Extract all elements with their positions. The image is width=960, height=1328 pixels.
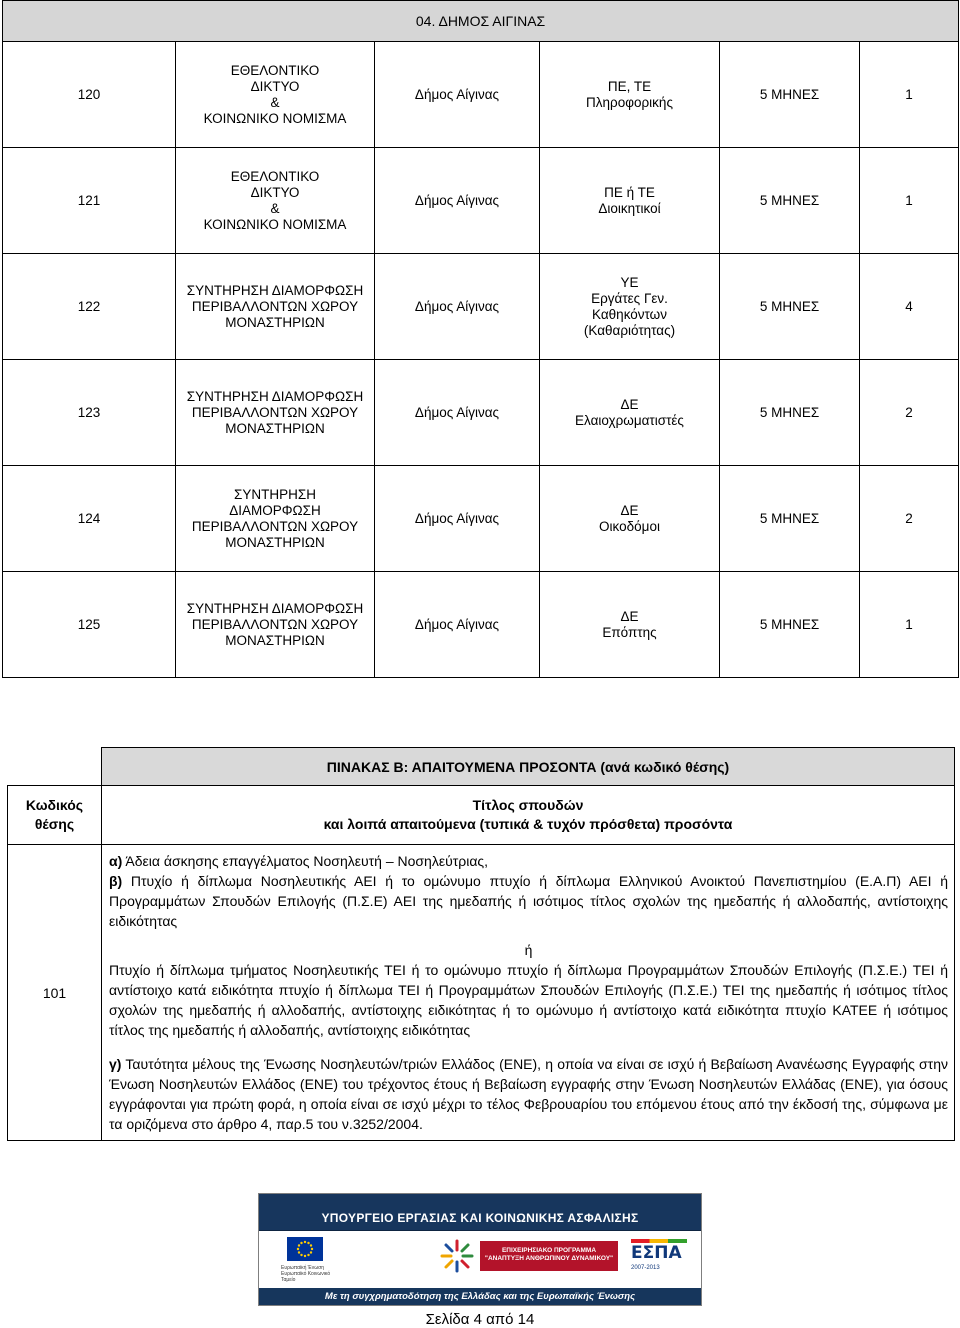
duration: 5 ΜΗΝΕΣ [720,148,860,254]
specialty: ΠΕ ή ΤΕ Διοικητικοί [540,148,720,254]
positions-count: 4 [860,254,959,360]
ministry-name: ΥΠΟΥΡΓΕΙΟ ΕΡΓΑΣΙΑΣ ΚΑΙ ΚΟΙΝΩΝΙΚΗΣ ΑΣΦΑΛΙΣΗΣ [321,1211,639,1225]
program-name: ΣΥΝΤΗΡΗΣΗ ΔΙΑΜΟΡΦΩΣΗ ΠΕΡΙΒΑΛΛΟΝΤΩΝ ΧΩΡΟΥ ΜΟΝΑΣΤΗΡΙΩΝ [176,254,375,360]
espa-logo [627,1237,693,1281]
position-code: 123 [3,360,176,466]
position-code: 121 [3,148,176,254]
positions-count: 2 [860,360,959,466]
requirement-b: β) Πτυχίο ή δίπλωμα Νοσηλευτικής ΑΕΙ ή το ομώνυμο πτυχίο ή δίπλωμα Ελληνικού Ανοικτού Πανεπιστημίου (Ε.Α.Π) ΑΕΙ ή Προγραμμάτων Σπουδών Επιλογής (Π.Σ.Ε) ΑΕΙ της ημεδαπής ή ισότιμος τίτλος σχολών της ημεδαπής ή αλλοδαπής, αντίστοιχης ειδικότητας [109,873,948,929]
funding-banner [258,1193,702,1306]
body-name: Δήμος Αίγινας [375,254,540,360]
requirement-c: γ) Ταυτότητα μέλους της Ένωσης Νοσηλευτών/τριών Ελλάδος (ΕΝΕ), η οποία να είναι σε ισχύ ή Βεβαίωση Ανανέωσης Εγγραφής στην Ένωση Νοσηλευτών Ελλάδος (ΕΝΕ) του τρέχοντος έτους ή Βεβαίωση εγγραφής στην Ένωση Νοσηλευτών Ελλάδας (ΕΝΕ), για όσους εγγράφονται για πρώτη φορά, η οποία είναι σε ισχύ μέχρι το τέλος Φεβρουαρίου του επόμενου έτους από την έκδοσή της, σύμφωνα με τα οριζόμενα στο άρθρο 4, παρ.5 του ν.3252/2004. [109,1056,948,1132]
position-code: 120 [3,42,176,148]
duration: 5 ΜΗΝΕΣ [720,572,860,678]
requirements-text [102,845,955,1141]
page-number: Σελίδα 4 από 14 [425,1311,535,1328]
espa-word: ΕΣΠΑ [631,1243,682,1263]
espa-years: 2007-2013 [631,1265,660,1271]
requirement-or: ή [524,942,533,958]
program-name: ΕΘΕΛΟΝΤΙΚΟ ΔΙΚΤΥΟ & ΚΟΙΝΩΝΙΚΟ ΝΟΜΙΣΜΑ [176,148,375,254]
body-name: Δήμος Αίγινας [375,466,540,572]
position-code: 101 [8,845,102,1141]
qualifications-column-headers [8,786,955,845]
qualifications-title: ΠΙΝΑΚΑΣ Β: ΑΠΑΙΤΟΥΜΕΝΑ ΠΡΟΣΟΝΤΑ (ανά κωδικό θέσης) [102,748,955,786]
positions-count: 2 [860,466,959,572]
position-code: 125 [3,572,176,678]
body-name: Δήμος Αίγινας [375,572,540,678]
qualifications-table [7,747,955,1141]
banner-logos [259,1231,701,1288]
qualifications-title-row [8,748,955,786]
table-row [3,42,959,148]
column-header-title: Τίτλος σπουδών και λοιπά απαιτούμενα (τυπικά & τυχόν πρόσθετα) προσόντα [102,786,955,845]
requirement-b-alternative: Πτυχίο ή δίπλωμα τμήματος Νοσηλευτικής ΤΕΙ ή το ομώνυμο πτυχίο ή δίπλωμα Προγραμμάτων Σπουδών Επιλογής (Π.Σ.Ε.) ΤΕΙ ή αντίστοιχο κατά ειδικότητα πτυχίο ή δίπλωμα ΤΕΙ ή Προγραμμάτων Σπουδών Επιλογής (Π.Σ.Ε.) ΤΕΙ της ημεδαπής ή ισότιμος τίτλος σχολών της ημεδαπής ή αλλοδαπής, αντίστοιχης ειδικότητας ή το ομώνυμο ή αντίστοιχο κατά ειδικότητα πτυχίο ΚΑΤΕΕ ή ισότιμος τίτλος της ημεδαπής ή αλλοδαπής, αντίστοιχης ειδικότητας [109,962,948,1038]
table-row [3,148,959,254]
position-code: 124 [3,466,176,572]
programme-label: ΕΠΙΧΕΙΡΗΣΙΑΚΟ ΠΡΟΓΡΑΜΜΑ "ΑΝΑΠΤΥΞΗ ΑΝΘΡΩΠΙΝΟΥ ΔΥΝΑΜΙΚΟΥ" [480,1241,618,1271]
table-row [3,254,959,360]
specialty: ΥΕ Εργάτες Γεν. Καθηκόντων (Καθαριότητας) [540,254,720,360]
specialty: ΔΕ Ελαιοχρωματιστές [540,360,720,466]
duration: 5 ΜΗΝΕΣ [720,254,860,360]
duration: 5 ΜΗΝΕΣ [720,360,860,466]
eu-label: Ευρωπαϊκή Ένωση Ευρωπαϊκό Κοινωνικό Ταμείο [281,1265,331,1283]
cofunding-slogan: Με τη συγχρηματοδότηση της Ελλάδας και της Ευρωπαϊκής Ένωσης [259,1288,701,1306]
banner-header [259,1194,701,1231]
positions-count: 1 [860,572,959,678]
body-name: Δήμος Αίγινας [375,148,540,254]
positions-table [2,0,959,678]
table-header-row [3,1,959,42]
table-row [3,466,959,572]
eu-flag-icon [287,1237,323,1261]
position-code: 122 [3,254,176,360]
specialty: ΔΕ Επόπτης [540,572,720,678]
table-row [8,845,955,1141]
duration: 5 ΜΗΝΕΣ [720,466,860,572]
programme-star-icon [439,1238,475,1279]
requirement-a: α) Άδεια άσκησης επαγγέλματος Νοσηλευτή – Νοσηλεύτριας, [109,853,489,869]
table-row [3,572,959,678]
column-header-code: Κωδικός θέσης [8,786,102,845]
program-name: ΣΥΝΤΗΡΗΣΗ ΔΙΑΜΟΡΦΩΣΗ ΠΕΡΙΒΑΛΛΟΝΤΩΝ ΧΩΡΟΥ ΜΟΝΑΣΤΗΡΙΩΝ [176,360,375,466]
municipality-header: 04. ΔΗΜΟΣ ΑΙΓΙΝΑΣ [3,1,959,42]
specialty: ΠΕ, ΤΕ Πληροφορικής [540,42,720,148]
program-name: ΣΥΝΤΗΡΗΣΗ ΔΙΑΜΟΡΦΩΣΗ ΠΕΡΙΒΑΛΛΟΝΤΩΝ ΧΩΡΟΥ ΜΟΝΑΣΤΗΡΙΩΝ [176,572,375,678]
body-name: Δήμος Αίγινας [375,42,540,148]
duration: 5 ΜΗΝΕΣ [720,42,860,148]
program-name: ΕΘΕΛΟΝΤΙΚΟ ΔΙΚΤΥΟ & ΚΟΙΝΩΝΙΚΟ ΝΟΜΙΣΜΑ [176,42,375,148]
body-name: Δήμος Αίγινας [375,360,540,466]
positions-count: 1 [860,148,959,254]
positions-count: 1 [860,42,959,148]
program-name: ΣΥΝΤΗΡΗΣΗ ΔΙΑΜΟΡΦΩΣΗ ΠΕΡΙΒΑΛΛΟΝΤΩΝ ΧΩΡΟΥ ΜΟΝΑΣΤΗΡΙΩΝ [176,466,375,572]
table-row [3,360,959,466]
specialty: ΔΕ Οικοδόμοι [540,466,720,572]
